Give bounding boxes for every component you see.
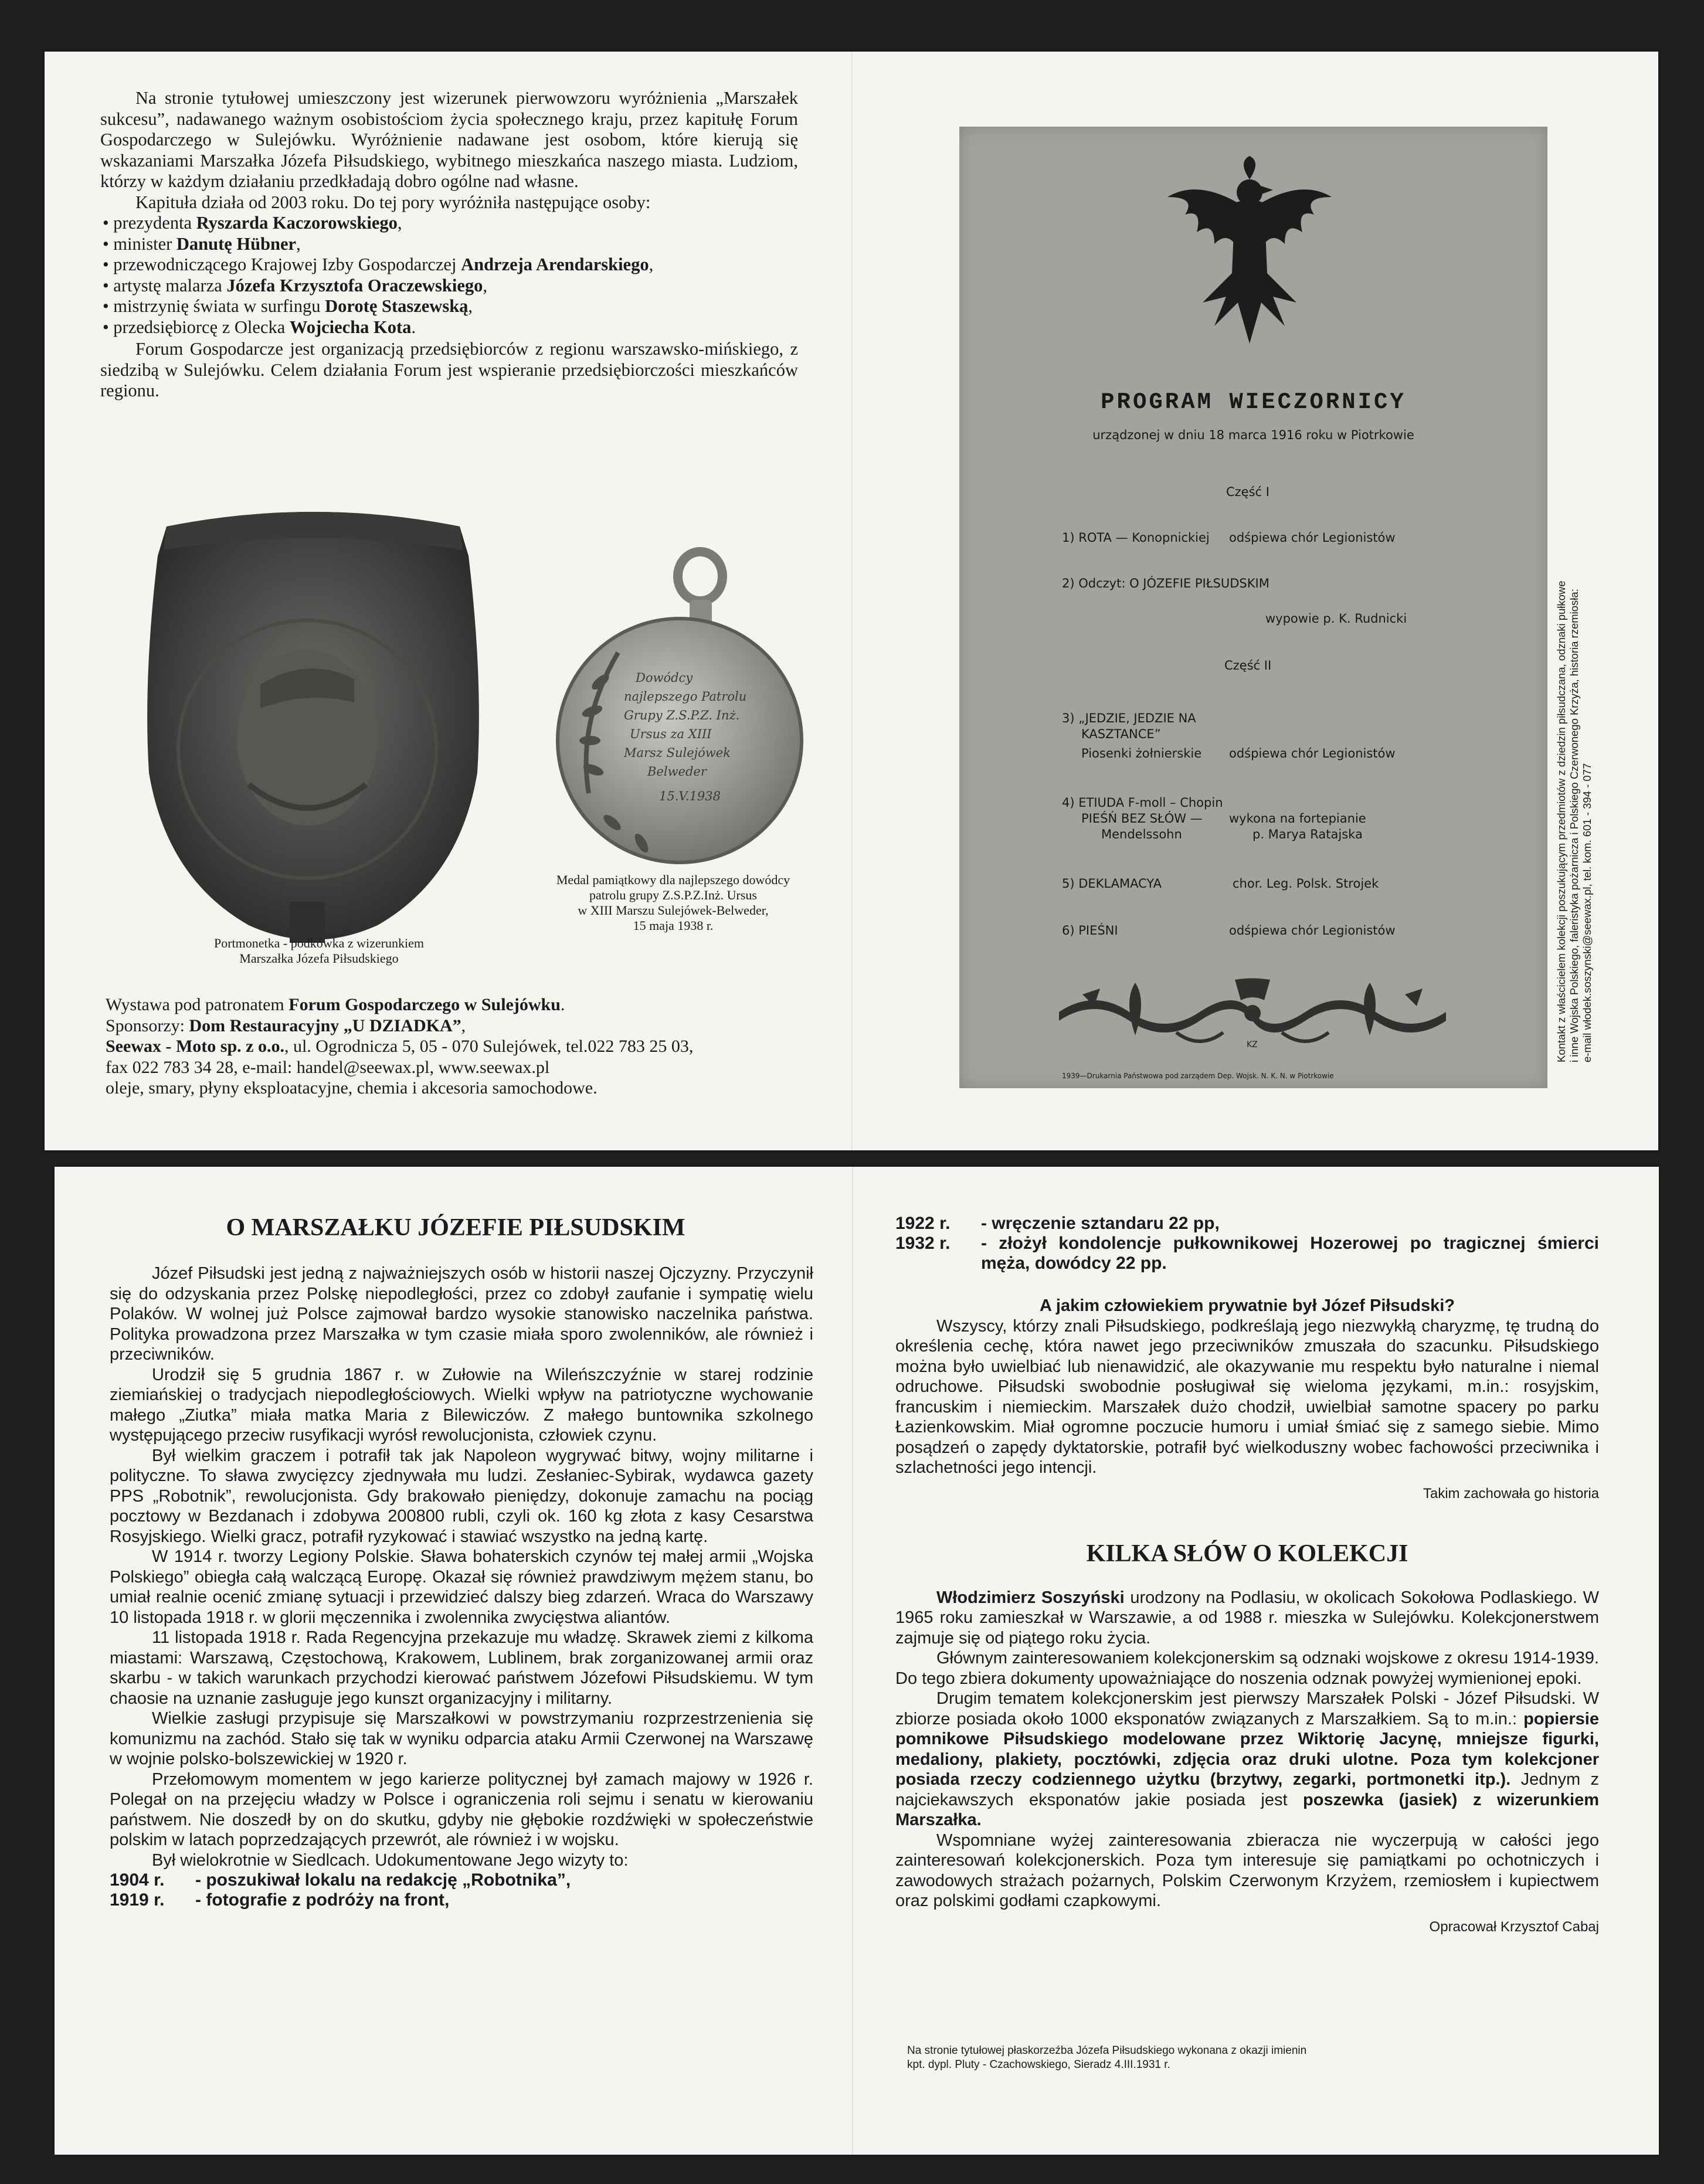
sponsors-block <box>106 994 809 1099</box>
footnote-line: Na stronie tytułowej płaskorzeźba Józefa Piłsudskiego wykonana z okazji imienin <box>907 2044 1307 2057</box>
program-item: 2) Odczyt: O JÓZEFIE PIŁSUDSKIM <box>1062 576 1269 590</box>
patron-name: Forum Gospodarczego w Sulejówku <box>288 995 561 1014</box>
ornament-frieze-icon <box>1059 977 1446 1053</box>
bio-paragraph: Był wielokrotnie w Siedlcach. Udokumentowane Jego wizyty to: <box>152 1850 629 1870</box>
bottom-left-title: O MARSZAŁKU JÓZEFIE PIŁSUDSKIM <box>226 1214 685 1241</box>
medal-inscription-line: Belweder <box>647 765 707 779</box>
visit-row <box>895 1214 1599 1234</box>
private-life-heading: A jakim człowiekiem prywatnie był Józef Piłsudski? <box>1039 1296 1455 1315</box>
caption-line: patrolu grupy Z.S.P.Z.Inż. Ursus <box>589 888 757 902</box>
collector-name: Włodzimierz Soszyński <box>936 1588 1125 1607</box>
eagle-emblem-icon <box>1162 156 1338 349</box>
visit-year: 1919 r. <box>110 1890 165 1910</box>
visit-year: 1904 r. <box>110 1870 165 1890</box>
visit-text: - poszukiwał lokalu na redakcję „Robotnika”, <box>195 1870 571 1890</box>
sponsor-text: , <box>461 1015 466 1035</box>
visit-row <box>110 1870 813 1890</box>
contact-note-line: e-mail włodek.soszynski@seewax.pl, tel. kom. 601 - 394 - 077 <box>1581 763 1593 1062</box>
visit-text: - fotografie z podróży na front, <box>195 1890 450 1910</box>
signature-history: Takim zachowała go historia <box>1423 1485 1599 1502</box>
medal-inscription-line: Grupy Z.S.P.Z. Inż. <box>624 708 740 722</box>
contact-note-line: i inne Wojska Polskiego, faleristyka pożarnicza i Polskiego Czerwonego Krzyża, historia rzemiosła: <box>1568 589 1580 1062</box>
caption-line: Marszałka Józefa Piłsudskiego <box>239 951 399 966</box>
program-item: 5) DEKLAMACYA <box>1062 877 1162 891</box>
fold-line <box>851 52 853 1150</box>
caption-line: Medal pamiątkowy dla najlepszego dowódcy <box>556 872 790 887</box>
medal-inscription-line: Marsz Sulejówek <box>624 746 731 760</box>
cover-footnote <box>907 2044 1435 2072</box>
program-item: 3) „JEDZIE, JEDZIE NA <box>1062 711 1196 725</box>
visit-text: - wręczenie sztandaru 22 pp, <box>981 1214 1220 1233</box>
program-item-performer: chor. Leg. Polsk. Strojek <box>1233 877 1379 891</box>
kapitula-paragraph: Kapituła działa od 2003 roku. Do tej pory wyróżniła następujące osoby: <box>135 192 651 212</box>
program-item-note: Piosenki żołnierskie <box>1081 746 1202 760</box>
program-item: 4) ETIUDA F-moll – Chopin <box>1062 796 1223 810</box>
collection-paragraph <box>895 1588 1599 1649</box>
visit-row <box>110 1890 813 1910</box>
forum-paragraph: Forum Gospodarcze jest organizacją przedsiębiorców z regionu warszawsko-mińskiego, z siedzibą w Sulejówku. Celem działania Forum jest wspieranie przedsiębiorczości mieszkańców regionu. <box>100 339 798 400</box>
medal-inscription-line: Ursus za XIII <box>630 727 712 741</box>
program-item-performer: wypowie p. K. Rudnicki <box>1265 612 1407 626</box>
honoree-item <box>100 234 798 255</box>
medal-inscription-line: najlepszego Patrolu <box>624 689 747 704</box>
program-item: KASZTANCE” <box>1081 727 1161 741</box>
bio-paragraph: Urodził się 5 grudnia 1867 r. w Zułowie na Wileńszczyźnie w starej rodzinie ziemiańskiej o tradycjach niepodległościowych. Wielki wpływ na patriotyczne wychowanie małego „Ziutka” miała matka Maria z Bilewiczów. Z małego buntownika szkolnego występującego przeciw rusyfikacji wyrósł rewolucjonista, człowiek czynu. <box>110 1365 813 1445</box>
bottom-right-page <box>895 1214 1599 1937</box>
program-item-performer: wykona na fortepianie <box>1229 811 1366 826</box>
honoree-item <box>100 254 798 276</box>
sponsor-contact: fax 022 783 34 28, e-mail: handel@seewax.pl, www.seewax.pl <box>106 1057 550 1077</box>
caption-line: w XIII Marszu Sulejówek-Belweder, <box>578 903 769 918</box>
intro-paragraph: Na stronie tytułowej umieszczony jest wizerunek pierwowzoru wyróżnienia „Marszałek sukcesu”, nadawanego ważnym osobistościom życia społecznego kraju, przez kapitułę Forum Gospodarczego w Sulejówku. Wyróżnienie nadawane jest osobom, które kierują się wskazaniami Marszałka Józefa Piłsudskiego, wybitnego mieszkańca naszego miasta. Ludziom, którzy w każdym działaniu przedkładają dobro ogólne nad własne. <box>100 88 798 191</box>
program-sheet-photo <box>959 127 1547 1088</box>
program-item-note: Mendelssohn <box>1101 827 1182 841</box>
honoree-role: • mistrzynię świata w surfingu <box>103 296 325 316</box>
honoree-item <box>100 213 798 234</box>
honoree-punct: . <box>411 317 416 337</box>
medal-inscription-line: 15.V.1938 <box>659 789 721 803</box>
honoree-name: Andrzeja Arendarskiego <box>461 254 649 274</box>
honoree-punct: , <box>649 254 654 274</box>
program-item: 1) ROTA — Konopnickiej <box>1062 531 1210 545</box>
bio-paragraph: W 1914 r. tworzy Legiony Polskie. Sława bohaterskich czynów tej małej armii „Wojska Polskiego” obiegła całą walczącą Europę. Okazał się również prawdziwym mężem stanu, bo umiał realnie ocenić zmianę sytuacji i przewidzieć dalszy bieg zdarzeń. Wraca do Warszawy 10 listopada 1918 r. w glorii męczennika i zwolennika zwycięstwa aliantów. <box>110 1547 813 1627</box>
honoree-role: • przewodniczącego Krajowej Izby Gospodarczej <box>103 254 461 274</box>
visit-year: 1932 r. <box>895 1234 951 1253</box>
collection-text: Drugim tematem kolekcjonerskim jest pierwszy Marszałek Polski - Józef Piłsudski. W zbiorze posiada około 1000 eksponatów związanych z Marszałkiem. Są to m.in.: <box>895 1689 1599 1728</box>
honoree-role: • prezydenta <box>103 213 196 233</box>
honoree-item <box>100 296 798 317</box>
sponsor-address: , ul. Ogrodnicza 5, 05 - 070 Sulejówek, tel.022 783 25 03, <box>284 1037 694 1056</box>
honoree-punct: , <box>397 213 402 233</box>
sponsor-text: Wystawa pod patronatem <box>106 995 289 1014</box>
program-part-heading: Część II <box>1224 658 1272 672</box>
sponsor-text: . <box>560 995 565 1014</box>
visit-row <box>895 1234 1599 1273</box>
honoree-name: Józefa Krzysztofa Oraczewskiego <box>226 275 483 295</box>
bio-paragraph: 11 listopada 1918 r. Rada Regencyjna przekazuje mu władzę. Skrawek ziemi z kilkoma miastami: Warszawą, Częstochową, Krakowem, Lublinem, brak zorganizowanej armii oraz skarbu - w takich warunkach przychodzi kierować państwem Józefowi Piłsudskiemu. W tym chaosie na uznanie zasługuje jego kunszt organizacyjny i militarny. <box>110 1628 813 1708</box>
medal-inscription-line: Dowódcy <box>636 671 693 685</box>
top-left-page <box>100 88 798 402</box>
bio-paragraph: Józef Piłsudski jest jedną z najważniejszych osób w historii naszej Ojczyzny. Przyczynił się do odzyskania przez Polskę niepodległości, przez co zdobył zaufanie i sympatię wielu Polaków. W wolnej już Polsce zajmował bardzo wysokie stanowisko naczelnika państwa. Polityka prowadzona przez Marszałka w tym czasie miała sporo zwolenników, ale również i przeciwników. <box>110 1264 813 1364</box>
leaflet-top-spread <box>45 52 1658 1150</box>
collection-title: KILKA SŁÓW O KOLEKCJI <box>1086 1540 1408 1567</box>
private-life-paragraph: Wszyscy, którzy znali Piłsudskiego, podkreślają jego niezwykłą charyzmę, tę trudną do określenia cechę, która nawet jego przeciwników zmuszała do szacunku. Piłsudskiego można było uwielbiać lub nienawidzić, ale okazywanie mu respektu było naturalne i niemal odruchowe. Piłsudski swobodnie posługiwał się wieloma językami, m.in.: rosyjskim, francuskim i niemieckim. Marszałek dużo chodził, uwielbiał samotne spacery po parku Łazienkowskim. Miał ogromne poczucie humoru i umiał śmiać się z samego siebie. Mimo posądzeń o zapędy dyktatorskie, potrafił być wielkoduszny wobec fachowości przeciwnika i szlachetności jego intencji. <box>895 1316 1599 1477</box>
collection-paragraph <box>895 1689 1599 1830</box>
caption-line: Portmonetka - podkówka z wizerunkiem <box>213 936 424 950</box>
collection-paragraph: Głównym zainteresowaniem kolekcjonerskim są odznaki wojskowe z okresu 1914-1939. Do tego zbiera dokumenty upoważniające do noszenia odznak powyżej wymienionej epoki. <box>895 1649 1599 1688</box>
honoree-name: Danutę Hübner <box>176 233 297 254</box>
honoree-name: Ryszarda Kaczorowskiego <box>196 213 398 233</box>
caption-line: 15 maja 1938 r. <box>633 918 714 933</box>
program-item: PIEŚŃ BEZ SŁÓW — <box>1081 811 1203 826</box>
honoree-role: • minister <box>103 233 176 254</box>
signature-author: Opracował Krzysztof Cabaj <box>1429 1918 1599 1935</box>
sponsor-text: Sponsorzy: <box>106 1015 189 1035</box>
collection-text: Jednym z najciekawszych eksponatów jakie posiada jest <box>895 1770 1599 1809</box>
honorees-list <box>100 213 798 338</box>
collection-text: urodzony na Podlasiu, w okolicach Sokołowa Podlaskiego. W 1965 roku zamieszkał w Warszawie, a od 1988 r. mieszka w Sulejówku. Kolekcjonerstwem zajmuje się od piątego roku życia. <box>895 1588 1600 1648</box>
honoree-name: Wojciecha Kota <box>289 317 412 337</box>
program-item-performer: p. Marya Ratajska <box>1252 827 1363 841</box>
collection-paragraph: Wspomniane wyżej zainteresowania zbieracza nie wyczerpują w całości jego zainteresowań kolekcjonerskich. Poza tym interesuje się pamiątkami po ochotniczych i zawodowych strażach pożarnych, Polskim Czerwonym Krzyżem, rzemiosłem i kupiectwem oraz polskimi godłami czapkowymi. <box>895 1830 1599 1910</box>
bio-paragraph: Wielkie zasługi przypisuje się Marszałkowi w powstrzymaniu rozprzestrzenienia się komunizmu na zachód. Stało się tak w wyniku odparcia ataku Armii Czerwonej na Warszawę w wojnie polsko-bolszewickiej w 1920 r. <box>110 1709 813 1768</box>
program-title: PROGRAM WIECZORNICY <box>1101 389 1406 415</box>
leaflet-bottom-spread <box>55 1167 1659 2155</box>
honoree-item <box>100 276 798 297</box>
program-monogram: KZ <box>1247 1040 1258 1049</box>
visit-year: 1922 r. <box>895 1214 951 1233</box>
honoree-punct: , <box>468 296 473 316</box>
footnote-line: kpt. dypl. Pluty - Czachowskiego, Sieradz 4.III.1931 r. <box>907 2059 1170 2071</box>
honoree-role: • przedsiębiorcę z Olecka <box>103 317 290 337</box>
honoree-punct: , <box>483 275 487 295</box>
program-item-performer: odśpiewa chór Legionistów <box>1229 923 1396 938</box>
sponsor-name: Seewax - Moto sp. z o.o. <box>106 1037 284 1056</box>
fold-line <box>852 1167 853 2155</box>
honoree-role: • artystę malarza <box>103 275 227 295</box>
program-subtitle: urządzonej w dniu 18 marca 1916 roku w Piotrkowie <box>1092 428 1414 442</box>
contact-note-line: Kontakt z właścicielem kolekcji poszukującym przedmiotów z dziedzin piłsudczana, odznaki pułkowe <box>1555 580 1567 1062</box>
collection-highlight: popiersie pomnikowe Piłsudskiego modelowane przez Wiktorię Jacynę, mniejsze figurki, medaliony, plakiety, pocztówki, zdjęcia oraz druki ulotne. Poza tym kolekcjoner posiada rzeczy codziennego użytku (brzytwy, zegarki, portmonetki itp.). <box>895 1709 1599 1789</box>
honoree-item <box>100 317 798 338</box>
program-printer-note: 1939—Drukarnia Państwowa pod zarządem Dep. Wojsk. N. K. N. w Piotrkowie <box>1062 1072 1334 1080</box>
visit-text: - złożył kondolencje pułkownikowej Hozerowej po tragicznej śmierci męża, dowódcy 22 pp. <box>981 1234 1599 1273</box>
program-item-performer: odśpiewa chór Legionistów <box>1229 531 1396 545</box>
program-item: 6) PIEŚNI <box>1062 923 1118 938</box>
purse-photo <box>131 503 495 960</box>
medal-photo <box>536 547 812 911</box>
contact-vertical-note <box>1555 511 1594 1062</box>
sponsor-name: Dom Restauracyjny „U DZIADKA” <box>189 1015 461 1035</box>
honoree-name: Dorotę Staszewską <box>325 296 469 316</box>
program-item-performer: odśpiewa chór Legionistów <box>1229 746 1396 760</box>
program-part-heading: Część I <box>1226 485 1269 499</box>
bio-paragraph: Przełomowym momentem w jego karierze politycznej był zamach majowy w 1926 r. Polegał on na przejęciu władzy w Polsce i ograniczenia roli sejmu i senatu w kierowaniu państwem. Nie doszedł by on do skutku, gdyby nie głębokie rozdźwięki w społeczeństwie polskim w latach poprzedzających przewrót, ale również i w wojsku. <box>110 1769 813 1849</box>
bottom-left-page <box>110 1263 813 1910</box>
honoree-punct: , <box>296 233 301 254</box>
collection-highlight: poszewka (jasiek) z wizerunkiem Marszałka. <box>895 1790 1599 1829</box>
purse-caption <box>143 936 495 966</box>
sponsor-products: oleje, smary, płyny eksploatacyjne, chemia i akcesoria samochodowe. <box>106 1078 598 1098</box>
bio-paragraph: Był wielkim graczem i potrafił tak jak Napoleon wygrywać bitwy, wojny militarne i polityczne. To sława zwycięzcy zjednywała mu ludzi. Zesłaniec-Sybirak, wydawca gazety PPS „Robotnik”, rewolucjonista. Gdy brakowało pieniędzy, dokonuje zamachu na pociąg pocztowy w Bezdanach i zdobywa 200800 rubli, czyli ok. 160 kg złota z kasy Cesarstwa Rosyjskiego. Wielki gracz, potrafił ryzykować i stawiać wszystko na jedną kartę. <box>110 1446 813 1546</box>
medal-caption <box>497 872 849 933</box>
